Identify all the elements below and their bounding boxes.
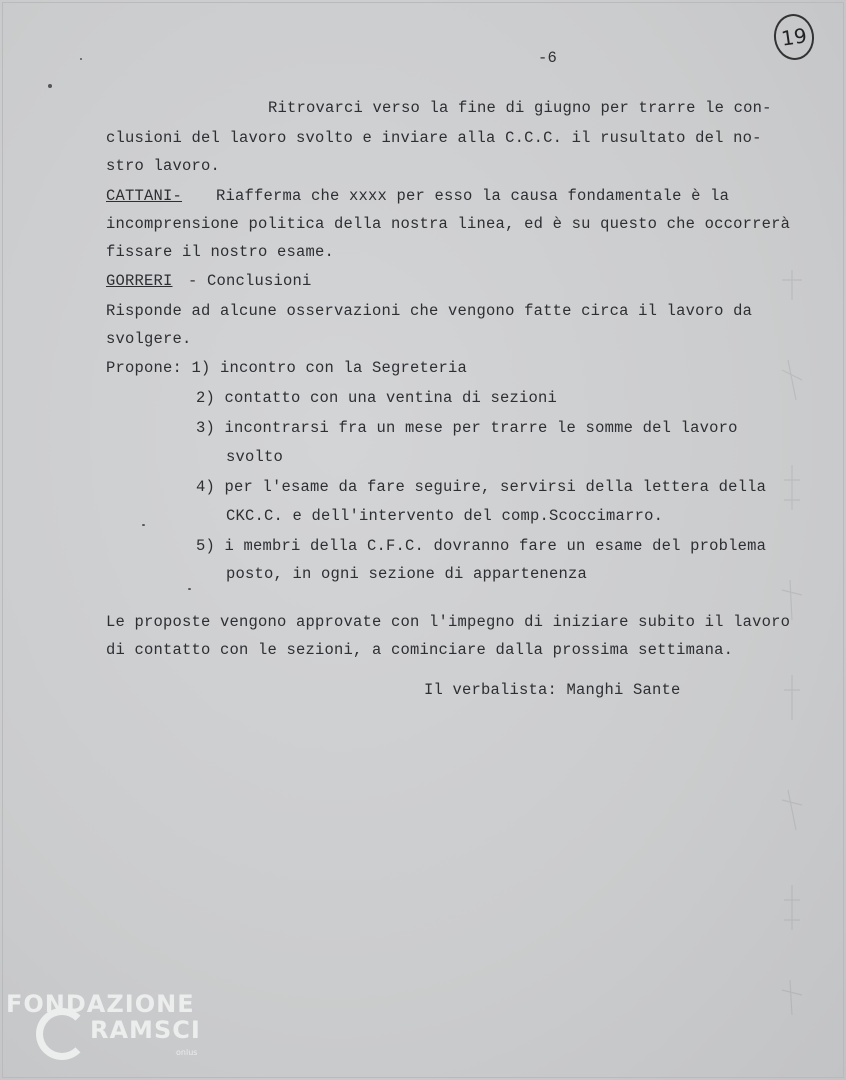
text-line: Propone: 1) incontro con la Segreteria (106, 359, 468, 377)
list-item-continued: posto, in ogni sezione di appartenenza (226, 565, 588, 583)
text-line: svolgere. (106, 330, 192, 348)
archive-watermark (6, 990, 211, 1070)
ink-speck (188, 588, 191, 590)
list-item-continued: CKC.C. e dell'intervento del comp.Scoccimarro. (226, 507, 664, 525)
ink-speck (80, 58, 82, 60)
text-line: Riafferma che xxxx per esso la causa fondamentale è la (216, 187, 730, 205)
bleed-through-marks (778, 260, 806, 1020)
list-item: 2) contatto con una ventina di sezioni (196, 389, 558, 407)
text-line: Le proposte vengono approvate con l'impegno di iniziare subito il lavoro (106, 613, 791, 631)
list-item: 3) incontrarsi fra un mese per trarre le somme del lavoro (196, 419, 738, 437)
page-stamp-text: 19 (779, 23, 809, 51)
text-line: Ritrovarci verso la fine di giugno per trarre le con- (268, 99, 772, 117)
page-number: -6 (538, 49, 558, 67)
watermark-g-logo (36, 1008, 88, 1060)
ink-speck (48, 84, 52, 88)
speaker-gorreri: GORRERI (106, 272, 173, 290)
list-item: 4) per l'esame da fare seguire, servirsi della lettera della (196, 478, 767, 496)
watermark-line-2: RAMSCI (90, 1016, 201, 1044)
list-item: 5) i membri della C.F.C. dovranno fare un esame del problema (196, 537, 767, 555)
text-line: - Conclusioni (188, 272, 312, 290)
signature-line: Il verbalista: Manghi Sante (424, 681, 681, 699)
text-line: Risponde ad alcune osservazioni che vengono fatte circa il lavoro da (106, 302, 753, 320)
speaker-cattani: CATTANI- (106, 187, 183, 205)
text-line: di contatto con le sezioni, a cominciare dalla prossima settimana. (106, 641, 734, 659)
watermark-line-1: FONDAZIONE (6, 990, 195, 1018)
ink-speck (142, 524, 145, 526)
text-line: stro lavoro. (106, 157, 221, 175)
watermark-line-3: onlus (176, 1048, 198, 1057)
text-line: incomprensione politica della nostra linea, ed è su questo che occorrerà (106, 215, 791, 233)
text-line: fissare il nostro esame. (106, 243, 335, 261)
list-item-continued: svolto (226, 448, 284, 466)
text-line: clusioni del lavoro svolto e inviare alla C.C.C. il rusultato del no- (106, 129, 762, 147)
